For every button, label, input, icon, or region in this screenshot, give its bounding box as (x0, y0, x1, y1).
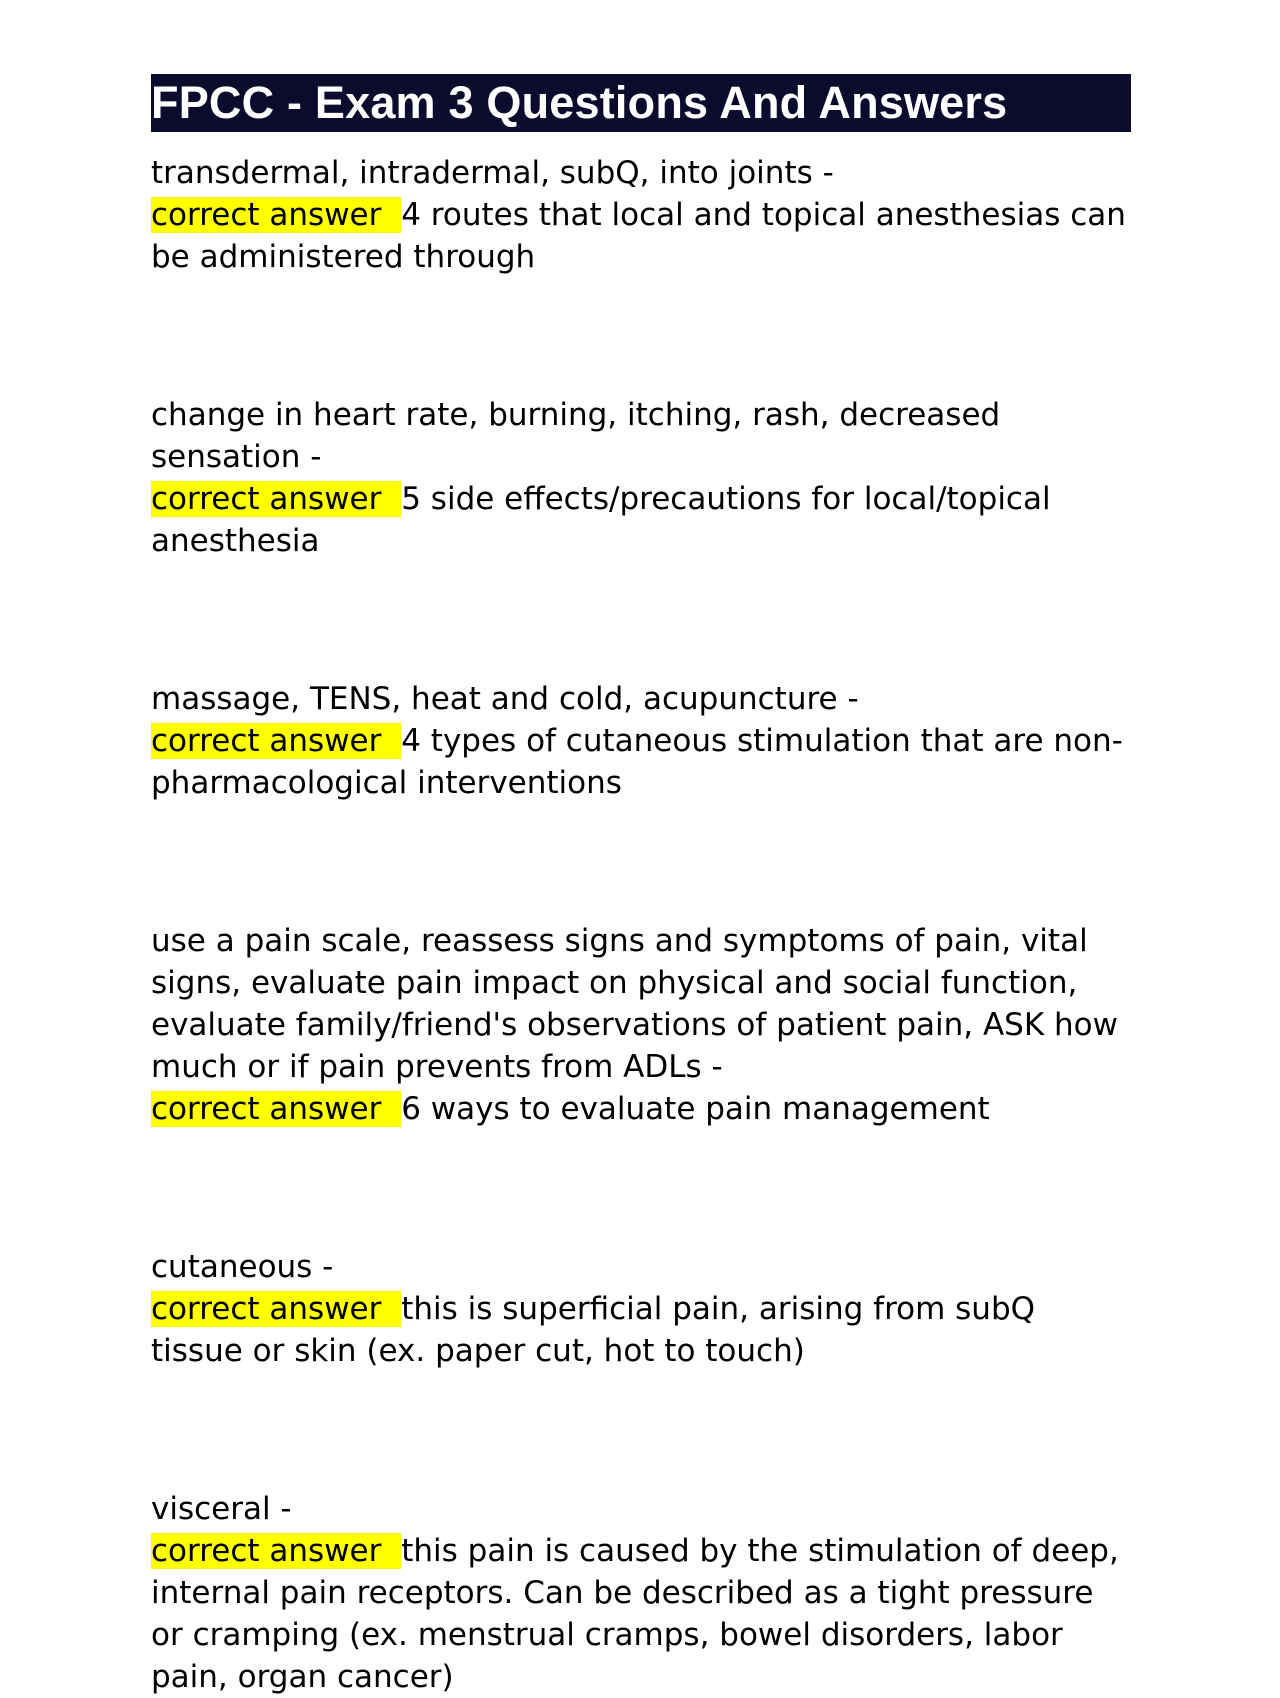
question-text: use a pain scale, reassess signs and symptoms of pain, vital signs, evaluate pain impact on physical and social function, evaluate family/friend's observations of patient pain, ASK how much or if pain prevents from ADLs - (151, 923, 1118, 1085)
question-text: cutaneous - (151, 1249, 334, 1285)
answer-line (151, 720, 1131, 804)
correct-answer-label: correct answer (151, 1533, 401, 1569)
qa-item (151, 1488, 1131, 1698)
qa-item (151, 1246, 1131, 1372)
answer-line (151, 194, 1131, 278)
correct-answer-label: correct answer (151, 481, 401, 517)
answer-line (151, 1288, 1131, 1372)
document-page (151, 74, 1131, 1698)
answer-text: 4 routes that local and topical anesthesias can be administered through (151, 197, 1126, 275)
answer-text: 4 types of cutaneous stimulation that are non-pharmacological interventions (151, 723, 1123, 801)
page-title: FPCC - Exam 3 Questions And Answers (151, 77, 1008, 128)
question-text: visceral - (151, 1491, 292, 1527)
answer-line (151, 1530, 1131, 1698)
question-text: massage, TENS, heat and cold, acupuncture - (151, 681, 859, 717)
question-text: transdermal, intradermal, subQ, into joints - (151, 155, 834, 191)
answer-text: 5 side effects/precautions for local/topical anesthesia (151, 481, 1051, 559)
answer-line (151, 478, 1131, 562)
correct-answer-label: correct answer (151, 723, 401, 759)
question-text: change in heart rate, burning, itching, rash, decreased sensation - (151, 397, 1001, 475)
qa-list (151, 152, 1131, 1698)
qa-item (151, 678, 1131, 804)
answer-text: 6 ways to evaluate pain management (401, 1091, 990, 1127)
qa-item (151, 394, 1131, 562)
qa-item (151, 920, 1131, 1130)
correct-answer-label: correct answer (151, 197, 401, 233)
answer-text: this is superficial pain, arising from subQ tissue or skin (ex. paper cut, hot to touch) (151, 1291, 1036, 1369)
correct-answer-label: correct answer (151, 1291, 401, 1327)
answer-text: this pain is caused by the stimulation of deep, internal pain receptors. Can be described as a tight pressure or cramping (ex. menstrual cramps, bowel disorders, labor pain, organ cancer) (151, 1533, 1119, 1695)
correct-answer-label: correct answer (151, 1091, 401, 1127)
qa-item (151, 152, 1131, 278)
answer-line (151, 1088, 1131, 1130)
title-bar (151, 74, 1131, 132)
